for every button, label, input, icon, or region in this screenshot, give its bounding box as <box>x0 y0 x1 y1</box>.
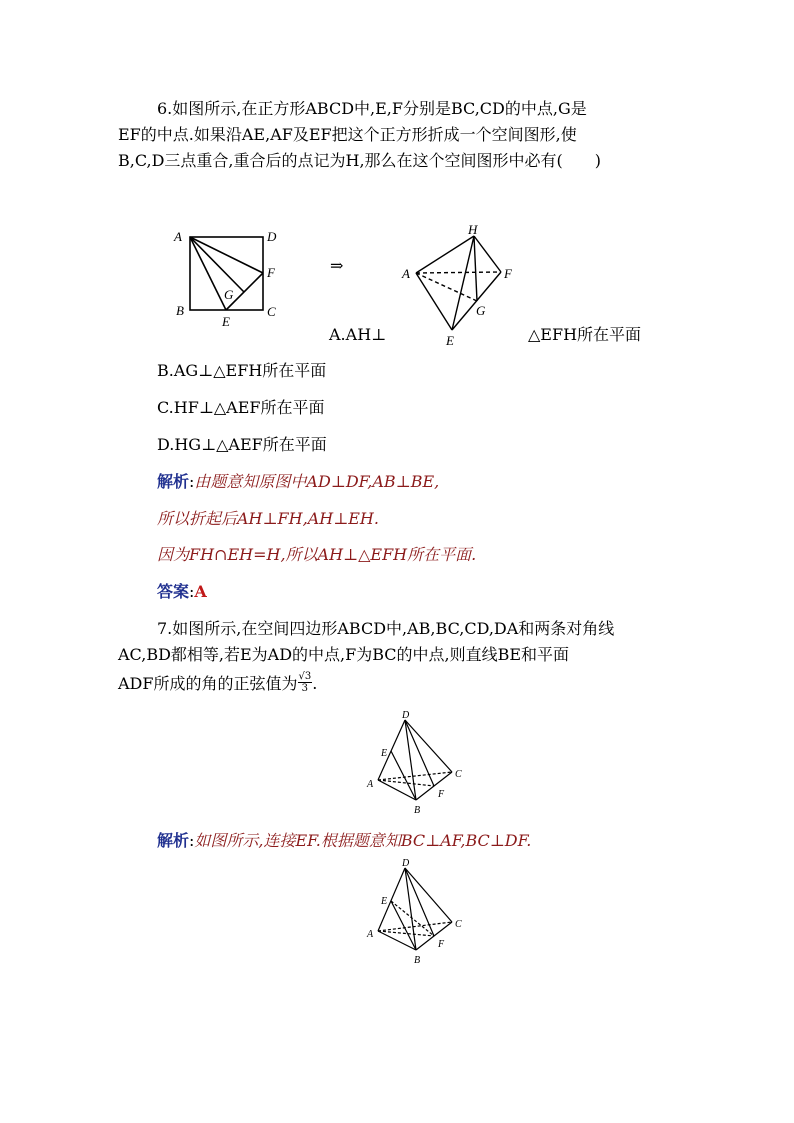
edge-hg <box>474 236 477 301</box>
q6-line-2: EF的中点.如果沿AE,AF及EF把这个正方形折成一个空间图形,使 <box>118 125 577 144</box>
label-f: F <box>267 265 275 280</box>
label-a: A <box>367 929 374 940</box>
sol7-colon: : <box>189 831 195 850</box>
label-g: G <box>224 287 234 302</box>
q7-line-3-suffix: . <box>312 674 318 693</box>
q6-option-a-left: A.AH⊥ <box>329 325 387 344</box>
q7-line-3-prefix: ADF所成的角的正弦值为 <box>118 674 298 693</box>
label-a: A <box>402 266 410 281</box>
label-d: D <box>402 710 410 721</box>
q7-figure-1 <box>365 710 475 820</box>
tetra-figure <box>400 222 530 347</box>
q6-option-b: B.AG⊥△EFH所在平面 <box>157 361 327 380</box>
edge-hf <box>474 236 501 272</box>
sol6-line-1 <box>157 472 439 492</box>
label-g: G <box>476 303 486 318</box>
edge-ac-dashed <box>378 772 452 780</box>
q7-line-3 <box>118 673 317 696</box>
sol6-line-2: 所以折起后AH⊥FH,AH⊥EH. <box>157 509 379 528</box>
segment-ag <box>190 237 244 292</box>
q7-line-1: 7.如图所示,在空间四边形ABCD中,AB,BC,CD,DA和两条对角线 <box>157 619 615 638</box>
fraction-numerator: √3 <box>298 671 312 682</box>
q6-line-1: 6.如图所示,在正方形ABCD中,E,F分别是BC,CD的中点,G是 <box>157 99 587 118</box>
label-a: A <box>174 229 182 244</box>
label-c: C <box>455 769 462 780</box>
label-h: H <box>468 222 478 237</box>
label-f: F <box>504 266 512 281</box>
q6-line-3: B,C,D三点重合,重合后的点记为H,那么在这个空间图形中必有( ) <box>118 151 602 170</box>
edge-dc <box>405 868 452 922</box>
sol6-line-3: 因为FH∩EH=H,所以AH⊥△EFH所在平面. <box>157 545 477 564</box>
label-e: E <box>381 896 388 907</box>
square-figure <box>170 225 300 335</box>
q6-option-a-right: △EFH所在平面 <box>528 325 642 344</box>
answer-fraction <box>298 671 313 694</box>
answer6-value: A <box>194 582 207 601</box>
sol6-text-1: 由题意知原图中AD⊥DF,AB⊥BE, <box>194 472 440 491</box>
q6-option-c: C.HF⊥△AEF所在平面 <box>157 398 325 417</box>
q7-line-2: AC,BD都相等,若E为AD的中点,F为BC的中点,则直线BE和平面 <box>118 645 570 664</box>
segment-af <box>190 237 263 273</box>
label-e: E <box>446 333 454 347</box>
label-e: E <box>381 748 388 759</box>
edge-dc <box>405 720 452 772</box>
arrow-symbol: ⇒ <box>330 256 344 275</box>
answer6-line <box>157 582 207 602</box>
label-d: D <box>267 229 277 244</box>
label-a: A <box>367 779 374 790</box>
fraction-denominator: 3 <box>301 683 309 694</box>
sol7-text-1: 如图所示,连接EF.根据题意知BC⊥AF,BC⊥DF. <box>194 831 532 850</box>
segment-ae <box>190 237 226 310</box>
edge-ef-dashed <box>391 901 434 936</box>
answer6-label: 答案 <box>157 582 190 601</box>
edge-ac-dashed <box>378 922 452 931</box>
label-f: F <box>438 939 445 950</box>
label-f: F <box>438 789 445 800</box>
edge-ae <box>416 273 452 330</box>
edge-ah <box>416 236 474 273</box>
edge-af-dashed <box>416 272 501 273</box>
sol7-line-1 <box>157 831 531 851</box>
label-b: B <box>176 303 184 318</box>
label-c: C <box>455 919 462 930</box>
label-b: B <box>414 955 421 966</box>
q7-figure-2 <box>365 858 475 968</box>
sol6-label: 解析 <box>157 472 190 491</box>
sol6-colon: : <box>189 472 195 491</box>
answer6-colon: : <box>189 582 195 601</box>
label-b: B <box>414 805 421 816</box>
label-d: D <box>402 858 410 869</box>
label-c: C <box>267 304 276 319</box>
label-e: E <box>222 314 230 329</box>
sol7-label: 解析 <box>157 831 190 850</box>
q6-option-d: D.HG⊥△AEF所在平面 <box>157 435 327 454</box>
